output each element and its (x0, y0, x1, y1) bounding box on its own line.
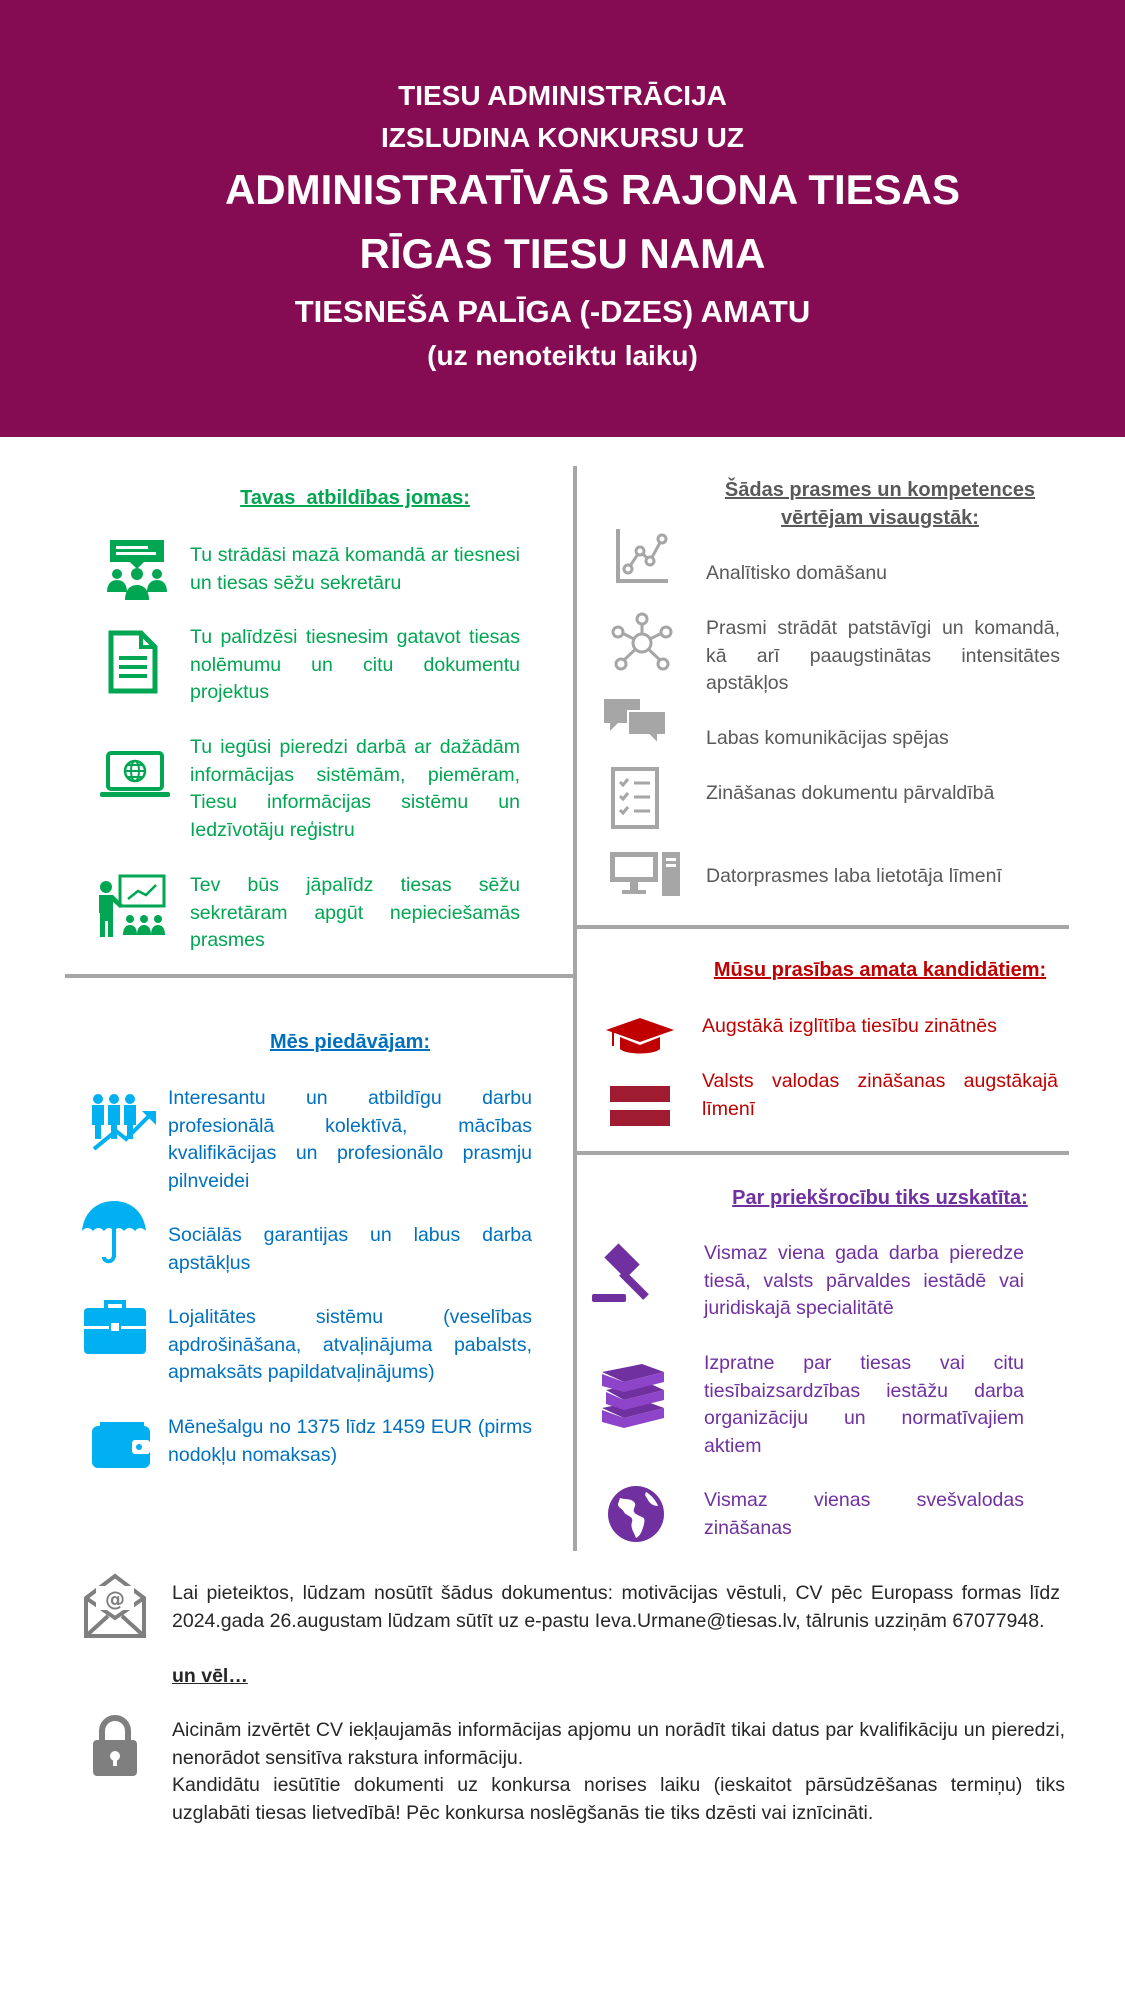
responsibility-item-2: Tu palīdzēsi tiesnesim gatavot tiesas nolēmumu un citu dokumentu projektus (190, 626, 520, 703)
umbrella-icon (80, 1197, 148, 1267)
email-envelope-icon (82, 1572, 148, 1640)
responsibilities-title: Tavas atbildības jomas: (240, 487, 470, 509)
team-chat-icon (104, 538, 170, 604)
growth-people-icon (90, 1093, 160, 1153)
books-icon (598, 1360, 668, 1428)
skill-item-2: Prasmi strādāt patstāvīgi un komandā, kā arī paaugstinātas intensitātes apstākļos (706, 617, 1060, 694)
offer-title: Mēs piedāvājam: (269, 1031, 431, 1053)
advantages-title: Par priekšrocību tiks uzskatīta: (732, 1187, 1028, 1209)
header-line-3: ADMINISTRATĪVĀS RAJONA TIESAS (224, 166, 961, 213)
privacy-text-1: Aicinām izvērtēt CV iekļaujamās informācijas apjomu un norādīt tikai datus par kvalifikāciju un pieredzi, nenorādot sensitīva rakstura informāciju. (172, 1719, 1065, 1769)
requirement-item-2: Valsts valodas zināšanas augstākajā līmenī (702, 1070, 1058, 1120)
computer-icon (608, 850, 682, 898)
line-chart-icon (614, 527, 670, 585)
responsibility-item-1: Tu strādāsi mazā komandā ar tiesnesi un tiesas sēžu sekretāru (190, 544, 520, 594)
responsibility-item-4: Tev būs jāpalīdz tiesas sēžu sekretāram apgūt nepieciešamās prasmes (190, 874, 520, 951)
header-line-5: TIESNEŠA PALĪGA (-DZES) AMATU (294, 294, 811, 329)
teacher-icon (96, 873, 168, 939)
requirement-item-1: Augstākā izglītība tiesību zinātnēs (702, 1015, 997, 1037)
speech-bubbles-icon (602, 697, 668, 745)
header-line-2: IZSLUDINA KONKURSU UZ (381, 122, 744, 153)
responsibility-item-3: Tu iegūsi pieredzi darbā ar dažādām informācijas sistēmām, piemēram, Tiesu informācijas sistēmu un Iedzīvotāju reģistru (190, 736, 520, 841)
right-divider-2 (577, 1151, 1069, 1155)
advantage-item-2: Izpratne par tiesas vai citu tiesībaizsardzības iestāžu darba organizāciju un normatīvajiem aktiem (704, 1352, 1024, 1457)
offer-item-4: Mēnešalgu no 1375 līdz 1459 EUR (pirms nodokļu nomaksas) (168, 1416, 532, 1466)
globe-icon (606, 1484, 666, 1544)
briefcase-icon (82, 1298, 148, 1358)
laptop-globe-icon (98, 750, 172, 800)
advantage-item-3: Vismaz vienas svešvalodas zināšanas (704, 1489, 1024, 1539)
header-line-4: RĪGAS TIESU NAMA (359, 230, 766, 277)
skill-item-1: Analītisko domāšanu (706, 562, 888, 584)
apply-more: un vēl… (172, 1665, 248, 1687)
header-banner (0, 0, 1125, 437)
svg-text:@: @ (105, 1587, 125, 1611)
header-line-6: (uz nenoteiktu laiku) (427, 340, 698, 371)
lock-icon (90, 1714, 140, 1778)
graduation-cap-icon (604, 1016, 676, 1058)
network-icon (610, 612, 674, 674)
skills-title-line-1: Šādas prasmes un kompetences (724, 479, 1036, 501)
skill-item-4: Zināšanas dokumentu pārvaldībā (706, 782, 995, 804)
offer-item-2: Sociālās garantijas un labus darba apstākļus (168, 1224, 532, 1274)
wallet-icon (90, 1418, 152, 1470)
skill-item-3: Labas komunikācijas spējas (706, 727, 949, 749)
skill-item-5: Datorprasmes laba lietotāja līmenī (706, 865, 1002, 887)
offer-item-3: Lojalitātes sistēmu (veselības apdrošināšana, atvaļinājuma pabalsts, apmaksāts papildatvaļinājums) (168, 1306, 532, 1383)
skills-title-line-2: vērtējam visaugstāk: (781, 507, 979, 529)
latvian-flag-icon (610, 1086, 670, 1128)
checklist-icon (610, 766, 660, 830)
offer-item-1: Interesantu un atbildīgu darbu profesionālā kolektīvā, mācības kvalifikācijas un profesionālo prasmju pilnveidei (168, 1087, 532, 1192)
apply-text: Lai pieteiktos, lūdzam nosūtīt šādus dokumentus: motivācijas vēstuli, CV pēc Europass formas līdz 2024.gada 26.augustam lūdzam sūtīt uz e-pastu Ieva.Urmane@tiesas.lv, tālrunis uzziņām 67077948. (172, 1582, 1060, 1632)
document-icon (108, 630, 158, 694)
privacy-text-2: Kandidātu iesūtītie dokumenti uz konkursa norises laiku (ieskaitot pārsūdzēšanas termiņu) tiks uzglabāti tiesas lietvedībā! Pēc konkursa noslēgšanās tie tiks dzēsti vai iznīcināti. (172, 1774, 1065, 1824)
advantage-item-1: Vismaz viena gada darba pieredze tiesā, valsts pārvaldes iestādē vai juridiskajā specialitātē (704, 1242, 1024, 1319)
header-line-1: TIESU ADMINISTRĀCIJA (398, 80, 727, 111)
left-divider (65, 974, 573, 978)
requirements-title: Mūsu prasības amata kandidātiem: (713, 959, 1047, 981)
right-divider-1 (577, 925, 1069, 929)
center-divider (573, 466, 577, 1551)
gavel-icon (590, 1238, 662, 1306)
